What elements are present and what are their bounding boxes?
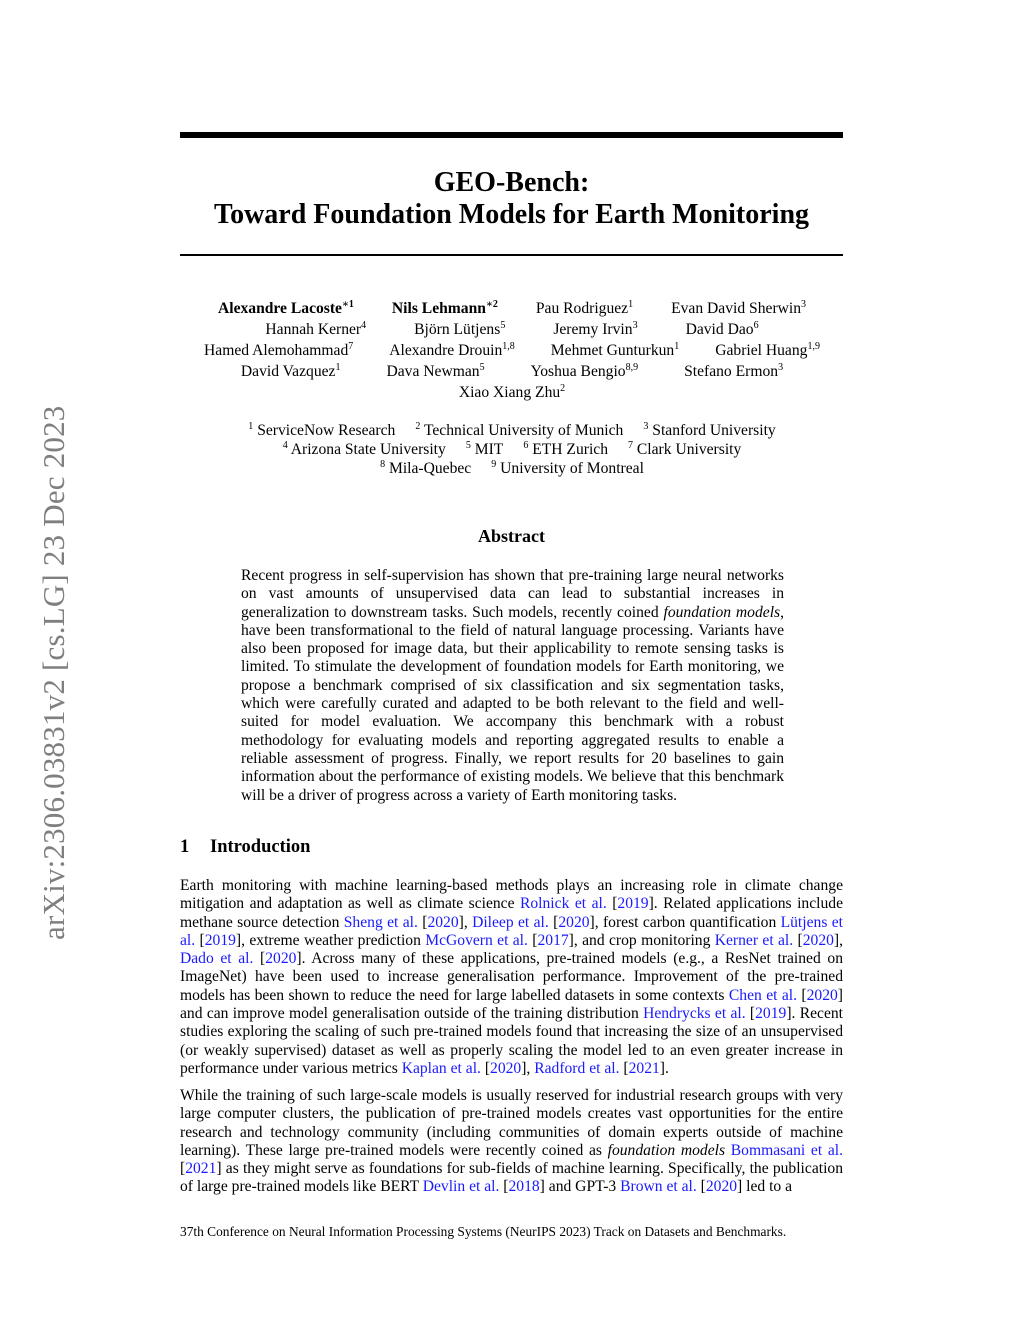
- citation-year-link[interactable]: 2020: [802, 931, 834, 949]
- author: Björn Lütjens$^5$: [414, 320, 506, 338]
- author: Evan David Sherwin$^3$: [671, 299, 807, 317]
- title-rule-bottom: [180, 254, 843, 256]
- affiliation: $^1$ ServiceNow Research: [248, 421, 396, 439]
- affiliation-row-3: [150, 459, 874, 479]
- abstract-body: [241, 567, 784, 805]
- citation-year-link[interactable]: 2021: [628, 1059, 660, 1077]
- abstract-emphasis: foundation models: [663, 603, 781, 621]
- citation-link[interactable]: Brown et al.: [620, 1178, 697, 1196]
- citation-link[interactable]: McGovern et al.: [425, 931, 528, 949]
- title-rule-top: [180, 132, 843, 138]
- intro-paragraph-2: While the training of such large-scale models is usually reserved for industrial research groups with very large computer clusters, the publication of pre-trained models creates vast opportunities for the entire research and technology community (including communities of domain experts outside of machine learning). These large pre-trained models were recently coined as foundation models Bommasani et al. [2021] as they might serve as foundations for sub-fields of machine learning. Specifically, the publication of large pre-trained models like BERT Devlin et al. [2018] and GPT-3 Brown et al. [2020] led to a: [180, 1087, 844, 1196]
- author: Xiao Xiang Zhu$^2$: [458, 383, 566, 401]
- citation-link[interactable]: Chen et al.: [728, 986, 798, 1004]
- citation-link[interactable]: Bommasani et al.: [730, 1141, 844, 1159]
- author: Mehmet Gunturkun$^1$: [550, 341, 680, 359]
- citation-link[interactable]: Devlin et al.: [422, 1178, 500, 1196]
- section-title: Introduction: [210, 837, 311, 857]
- author-row-5: [150, 383, 874, 403]
- citation-year-link[interactable]: 2020: [558, 913, 590, 931]
- author: Alexandre Lacoste$^{∗1}$: [217, 299, 354, 317]
- affiliation: $^7$ Clark University: [628, 440, 742, 458]
- affiliation: $^5$ MIT: [465, 440, 504, 458]
- citation-year-link[interactable]: 2020: [705, 1178, 738, 1196]
- section-heading: [180, 837, 310, 858]
- author: Pau Rodriguez$^1$: [535, 299, 634, 317]
- citation-link[interactable]: Hendrycks et al.: [643, 1005, 746, 1023]
- citation-link[interactable]: Radford et al.: [534, 1059, 620, 1077]
- citation-link[interactable]: Kaplan et al.: [401, 1059, 481, 1077]
- citation-year-link[interactable]: 2019: [617, 895, 649, 913]
- author-row-4: [150, 362, 874, 382]
- citation-link[interactable]: Lütjens et al.: [180, 913, 843, 949]
- author: Alexandre Drouin$^{1,8}$: [389, 341, 515, 359]
- author: Hannah Kerner$^4$: [265, 320, 367, 338]
- citation-year-link[interactable]: 2019: [204, 931, 236, 949]
- abstract-heading: Abstract: [478, 526, 545, 546]
- affiliation: $^4$ Arizona State University: [282, 440, 446, 458]
- affiliation: $^3$ Stanford University: [643, 421, 776, 439]
- author-row-2: [150, 320, 874, 340]
- author: Stefano Ermon$^3$: [684, 362, 784, 380]
- affiliation: $^6$ ETH Zurich: [523, 440, 608, 458]
- section-number: 1: [180, 837, 190, 857]
- citation-year-link[interactable]: 2019: [755, 1005, 787, 1023]
- emphasis: foundation models: [607, 1141, 726, 1159]
- author: David Dao$^6$: [685, 320, 759, 338]
- citation-year-link[interactable]: 2021: [185, 1160, 217, 1178]
- intro-paragraph-1: Earth monitoring with machine learning-based methods plays an increasing role in climate change mitigation and adaptation as well as climate science Rolnick et al. [2019]. Related applications include methane source detection Sheng et al. [2020], Dileep et al. [2020], forest carbon quantification Lütjens et al. [2019], extreme weather prediction McGovern et al. [2017], and crop monitoring Kerner et al. [2020], Dado et al. [2020]. Across many of these applications, pre-trained models (e.g., a ResNet trained on ImageNet) have been used to increase generalisation performance. Improvement of the pre-trained models has been shown to reduce the need for large labelled datasets in some contexts Chen et al. [2020] and can improve model generalisation outside of the training distribution Hendrycks et al. [2019]. Recent studies exploring the scaling of such pre-trained models found that increasing the size of an unsupervised (or weakly supervised) dataset as well as properly scaling the model led to an even greater increase in performance under various metrics Kaplan et al. [2020], Radford et al. [2021].: [180, 877, 844, 1077]
- author: David Vazquez$^1$: [240, 362, 341, 380]
- affiliation-row-1: [150, 421, 874, 441]
- citation-link[interactable]: Rolnick et al.: [519, 895, 607, 913]
- citation-year-link[interactable]: 2018: [508, 1178, 540, 1196]
- citation-year-link[interactable]: 2017: [537, 931, 569, 949]
- author: Hamed Alemohammad$^7$: [204, 341, 354, 359]
- author-row-3: [150, 341, 874, 361]
- citation-year-link[interactable]: 2020: [265, 950, 297, 968]
- conference-footnote: 37th Conference on Neural Information Processing Systems (NeurIPS 2023) Track on Datasets and Benchmarks.: [180, 1224, 787, 1239]
- affiliation: $^2$ Technical University of Munich: [415, 421, 624, 439]
- citation-link[interactable]: Dileep et al.: [472, 913, 549, 931]
- citation-year-link[interactable]: 2020: [427, 913, 459, 931]
- citation-year-link[interactable]: 2020: [490, 1059, 522, 1077]
- affiliation: $^9$ University of Montreal: [491, 459, 644, 477]
- arxiv-stamp: arXiv:2306.03831v2 [cs.LG] 23 Dec 2023: [36, 405, 71, 940]
- affiliation: $^8$ Mila-Quebec: [380, 459, 472, 477]
- citation-year-link[interactable]: 2020: [806, 986, 838, 1004]
- author: Nils Lehmann$^{∗2}$: [391, 299, 498, 317]
- paper-title-line-1: GEO-Bench:: [433, 167, 590, 198]
- author: Gabriel Huang$^{1,9}$: [715, 341, 820, 359]
- citation-link[interactable]: Dado et al.: [180, 950, 254, 968]
- author-row-1: [150, 299, 874, 319]
- author: Dava Newman$^5$: [386, 362, 485, 380]
- citation-link[interactable]: Sheng et al.: [343, 913, 418, 931]
- author: Yoshua Bengio$^{8,9}$: [530, 362, 639, 380]
- author: Jeremy Irvin$^3$: [553, 320, 638, 338]
- citation-link[interactable]: Kerner et al.: [714, 931, 794, 949]
- paper-title-line-2: Toward Foundation Models for Earth Monitoring: [213, 199, 810, 230]
- abstract-text: Recent progress in self-supervision has shown that pre-training large neural networks on vast amounts of unsupervised data can lead to substantial increases in generalization to downstream tasks. Such models, recently coined: [241, 567, 784, 621]
- abstract-text: , have been transformational to the field of natural language processing. Variants have also been proposed for image data, but their applicability to remote sensing tasks is limited. To stimulate the development of foundation models for Earth monitoring, we propose a benchmark comprised of six classification and six segmentation tasks, which were carefully curated and adapted to be both relevant to the field and well-suited for model evaluation. We accompany this benchmark with a robust methodology for evaluating models and reporting aggregated results to enable a reliable assessment of progress. Finally, we report results for 20 baselines to gain information about the performance of existing models. We believe that this benchmark will be a driver of progress across a variety of Earth monitoring tasks.: [241, 603, 784, 804]
- affiliation-row-2: [150, 440, 874, 460]
